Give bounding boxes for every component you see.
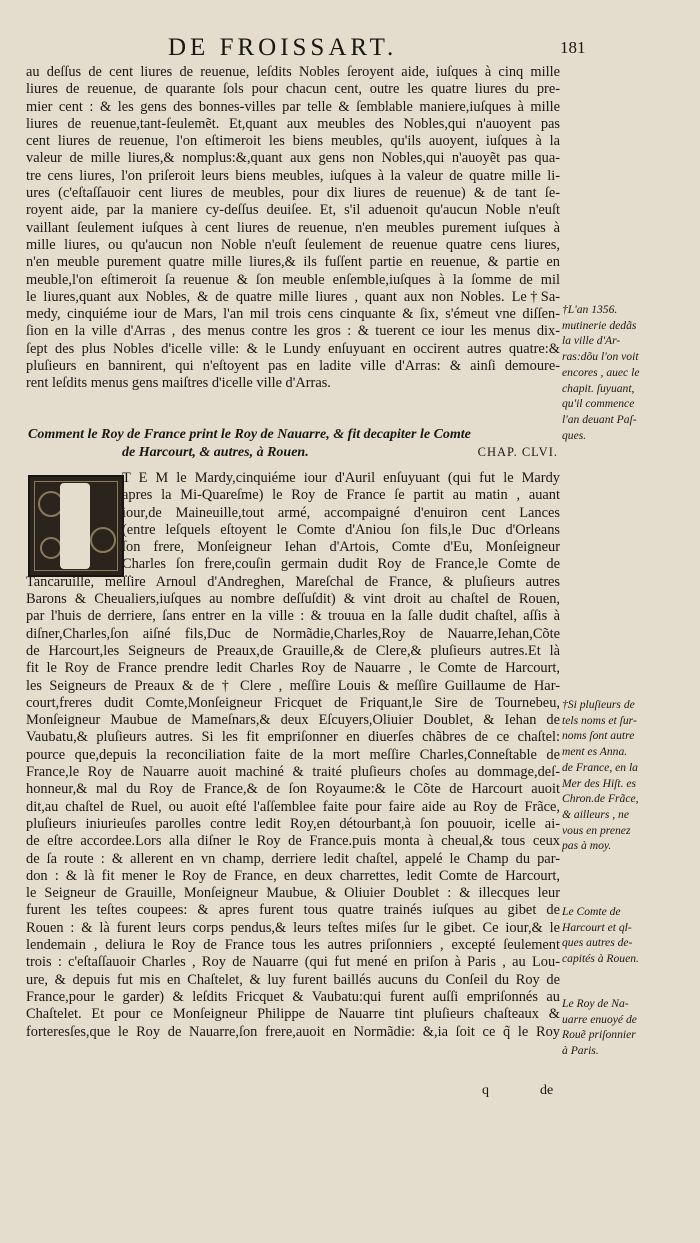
margin-note-line: Rouẽ priſonnier bbox=[562, 1028, 636, 1042]
text-line: Tancaruille, meſſire Arnoul d'Andreghen, Mareſchal de France, & pluſieurs autres bbox=[26, 573, 560, 590]
text-line: ure, & depuis fut mis en Chaſtelet, & luy furent baillés aucuns du Conſeil du Roy de bbox=[26, 971, 560, 988]
text-line: tre cens liures, l'on priſeroit leurs biens meubles, iuſques à la valeur de quatre mille li- bbox=[26, 167, 560, 184]
text-line: rent leſdits menus gens maiſtres d'icelle ville d'Arras. bbox=[26, 375, 331, 392]
margin-note-4 bbox=[562, 996, 700, 1059]
text-line: France,le Roy de Nauarre auoit machiné & traité pluſieurs choſes au dommage,deſ- bbox=[26, 764, 560, 781]
text-line: ſept des plus Nobles d'icelle ville: & le Lundy enſuyuant en occirent autres quatre:& bbox=[26, 340, 560, 357]
text-line: iour,de Maineuille,tout armé, accompaigné d'enuiron cent Lances bbox=[122, 504, 560, 521]
text-line: par l'huis de derriere, ſans entrer en la ville : & trouua en la ſalle dudit chaſtel, aſſis à bbox=[26, 608, 560, 625]
text-line: le liures,quant aux Nobles, & de quatre mille liures , quant aux non Nobles. Le†Sa- bbox=[26, 288, 560, 305]
margin-note-line: capités à Rouen. bbox=[562, 952, 639, 966]
text-line: forteresſes,que le Roy de Nauarre,ſon frere,auoit en Normãdie: &,ia ſoit ce q̃ le Roy bbox=[26, 1023, 560, 1040]
text-line: diſner,Charles,ſon aiſné fils,Duc de Normãdie,Charles,Roy de Nauarre,Iehan,Cõte bbox=[26, 625, 560, 642]
text-line: le Seigneur de Grauille, Monſeigneur Maubue, & Oliuier Doublet : & illecques leur bbox=[26, 885, 560, 902]
paragraph-1 bbox=[26, 64, 560, 393]
margin-note-line: à Paris. bbox=[562, 1044, 599, 1058]
text-line: de Harcourt,les Seigneurs de Preaux,de Grauille,& de Clere,& pluſieurs autres.Et là bbox=[26, 642, 560, 659]
text-line: pluſieurs iniurieuſes parolles contre ledit Roy,en détourbant,à ſon pouuoir, icelle ai- bbox=[26, 815, 560, 832]
text-line: les Seigneurs de Preaux & de † Clere , meſſire Louis & meſſire Guillaume de Har- bbox=[26, 677, 560, 694]
text-line: honneur,& mal du Roy de France,& de ſon Royaume:& le Cõte de Harcourt auoit bbox=[26, 781, 560, 798]
margin-note-line: Chron.de Frãce, bbox=[562, 792, 639, 806]
margin-note-line: la ville d'Ar- bbox=[562, 334, 621, 348]
folio-number: 181 bbox=[560, 38, 586, 57]
margin-note-line: ques. bbox=[562, 428, 587, 442]
signature-mark: q bbox=[482, 1083, 489, 1098]
margin-note-line: chapit. ſuyuant, bbox=[562, 381, 635, 395]
text-line: de eſtre accordee.Lors alla diſner le Roy de France.puis monta à cheual,& tous ceux bbox=[26, 833, 560, 850]
text-line: meuble,l'on eſtimeroit ſa reuenue & ſon meuble enſemble,iuſques à la ſomme de mil bbox=[26, 271, 560, 288]
text-line: de ſa route : & allerent en vn champ, derriere ledit chaſtel, appelé le Champ du par- bbox=[26, 850, 560, 867]
margin-note-line: ques autres de- bbox=[562, 936, 633, 950]
page-header bbox=[0, 34, 700, 64]
chapter-title-line-1: Comment le Roy de France print le Roy de Nauarre, & fit decapiter le Comte bbox=[28, 427, 471, 442]
text-line: lendemain , deliura le Roy de France tous les autres priſonniers , excepté ſeulement bbox=[26, 937, 560, 954]
text-line: pluſieurs en bannirent, qui n'eſtoyent pas en ladite ville d'Arras: & ainſi demoure- bbox=[26, 358, 560, 375]
margin-note-line: uarre enuoyé de bbox=[562, 1012, 637, 1026]
text-line: Vaubatu,& pluſieurs autres. Si les fit empriſonner en diuerſes chãbres de ce chaſtel: bbox=[26, 729, 560, 746]
text-line: don : & là fit mener le Roy de France, en deux charrettes, ledit Comte de Harcourt, bbox=[26, 867, 560, 884]
text-line: ſion en la ville d'Arras , des menus contre les gros : & tuerent ce iour les menus dix- bbox=[26, 323, 560, 340]
text-line: liures de reuenue,tant-ſeulemẽt. Et,quant aux meubles des Nobles,qui n'auoyent pas bbox=[26, 115, 560, 132]
text-line: Chaſtelet. Et pour ce Monſeigneur Philippe de Nauarre tint pluſieurs chaſteaux & bbox=[26, 1006, 560, 1023]
margin-note-line: ment es Anna. bbox=[562, 745, 628, 759]
text-line: Barons & Cheualiers,iuſques au nombre deſſuſdit) & vint droit au chaſtel de Rouen, bbox=[26, 591, 560, 608]
text-line: France,pour le garder) & leſdits Fricquet & Vaubatu:qui furent auſſi empriſonnés au bbox=[26, 988, 560, 1005]
margin-note-line: l'an deuant Paſ- bbox=[562, 412, 637, 426]
chapter-number: CHAP. CLVI. bbox=[477, 445, 558, 459]
text-line: cent liures de reuenue, l'on eſtimeroit les biens meubles, qu'ils auoyent, iuſques à la bbox=[26, 133, 560, 150]
text-line: T E M le Mardy,cinquiéme iour d'Auril enſuyuant (qui fut le Mardy bbox=[122, 470, 560, 486]
text-line: liures de reuenue, de quarante ſols pour chacun cent, outre les quatre liures du pre- bbox=[26, 81, 560, 98]
margin-note-line: †L'an 1356. bbox=[562, 303, 618, 316]
text-line: court,freres dudit Comte,Monſeigneur Fricquet de Friquant,le Sire de Tournebeu, bbox=[26, 694, 560, 711]
running-title: DE FROISSART. bbox=[168, 34, 398, 61]
margin-note-line: mutinerie dedãs bbox=[562, 318, 637, 332]
text-line: apres la Mi-Quareſme) le Roy de France ſe partit au matin , auant bbox=[122, 487, 560, 504]
chapter-title-line-2: de Harcourt, & autres, à Rouen. bbox=[122, 444, 309, 460]
margin-note-line: vous en prenez bbox=[562, 823, 631, 837]
margin-note-line: tels noms et ſur- bbox=[562, 713, 637, 727]
text-line: au deſſus de cent liures de reuenue, leſdits Nobles ſeroyent aide, iuſques à cinq mille bbox=[26, 64, 560, 80]
text-line: mille liures, ou qu'aucun non Noble n'euſt ſeulement de reuenue quatre cens liures, bbox=[26, 236, 560, 253]
margin-note-line: Le Comte de bbox=[562, 905, 621, 918]
text-line: (entre leſquels eſtoyent le Comte d'Aniou ſon fils,le Duc d'Orleans bbox=[122, 521, 560, 538]
margin-note-line: †Si pluſieurs de bbox=[562, 698, 635, 711]
text-line: furent les teſtes coupees: & apres furent tous quatre trainés iuſques au gibet de bbox=[26, 902, 560, 919]
text-line: trois : c'eſtaſſauoir Charles , Roy de Nauarre (qui fut mené en priſon à Paris , au Lou- bbox=[26, 954, 560, 971]
margin-note-1 bbox=[562, 302, 700, 443]
text-line: n'en meuble purement quatre mille liures,& ils fuſſent partie en reuenue, & partie en bbox=[26, 254, 560, 271]
chapter-heading bbox=[26, 426, 560, 461]
text-line: Rouen : & là furent leurs corps pendus,& leurs teſtes miſes ſur le gibet. Ce iour,& le bbox=[26, 919, 560, 936]
margin-note-line: Harcourt et ql- bbox=[562, 920, 632, 934]
margin-note-line: encores , auec le bbox=[562, 365, 640, 379]
text-line: medy, cinquiéme iour de Mars, l'an mil trois cens cinquante & ſix, s'émeut vne diſſen- bbox=[26, 306, 560, 323]
margin-note-line: de France, en la bbox=[562, 760, 638, 774]
margin-note-line: & ailleurs , ne bbox=[562, 807, 629, 821]
text-line: Charles ſon frere,couſin germain dudit Roy de France,le Comte de bbox=[122, 556, 560, 573]
text-line: dit,au chaſtel de Ruel, ou auoit eſté l'aſſemblee faite pour faire aide au Roy de Frãce, bbox=[26, 798, 560, 815]
text-line: Monſeigneur Maubue de Mameſnars,& deux Eſcuyers,Oliuier Doublet, & Iehan de bbox=[26, 712, 560, 729]
text-line: pource que,depuis la reconciliation faite de la mort meſſire Charles,Conneſtable de bbox=[26, 746, 560, 763]
text-line: vaillant ſeulement iuſques à cent liures de reuenue, n'en meubles purement iuſques à bbox=[26, 219, 560, 236]
margin-note-line: Mer des Hiſt. es bbox=[562, 776, 637, 790]
margin-note-line: Le Roy de Na- bbox=[562, 997, 629, 1010]
text-line: royent aide, par la maniere cy-deſſus deuiſee. Et, s'il aduenoit qu'aucun Noble n'euſt bbox=[26, 202, 560, 219]
text-line: fit le Roy de France prendre ledit Charles Roy de Nauarre , le Comte de Harcourt, bbox=[26, 660, 560, 677]
text-line: valeur de mille liures,& nomplus:&,quant aux gens non Nobles,qui n'auoyẽt pas qua- bbox=[26, 150, 560, 167]
margin-note-line: qu'il commence bbox=[562, 397, 635, 411]
catchword: de bbox=[540, 1083, 554, 1098]
margin-note-line: ras:dõu l'on voit bbox=[562, 350, 639, 364]
margin-note-3 bbox=[562, 904, 700, 967]
text-line: ſon frere, Monſeigneur Iehan d'Artois, Comte d'Eu, Monſeigneur bbox=[122, 539, 560, 556]
text-line: mier cent : & les gens des bonnes-villes par telle & ſemblable maniere,iuſques à mille bbox=[26, 98, 560, 115]
text-line: ures (c'eſtaſſauoir cent liures de meubles, pour dix liures de reuenue) & de tant ſe- bbox=[26, 185, 560, 202]
margin-note-line: pas à moy. bbox=[562, 839, 612, 853]
margin-note-2 bbox=[562, 697, 700, 854]
margin-note-line: noms ſont autre bbox=[562, 729, 635, 743]
paragraph-2 bbox=[26, 470, 560, 1041]
